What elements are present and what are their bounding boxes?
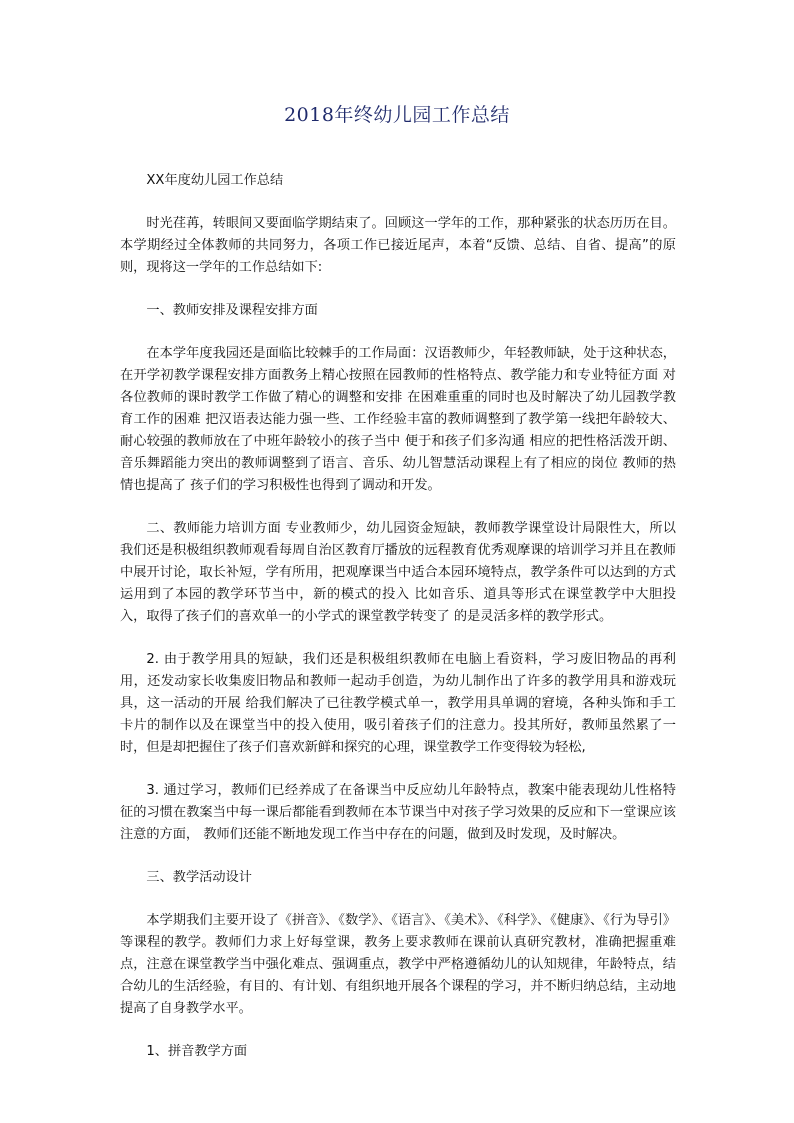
body-paragraph: 在本学年度我园还是面临比较棘手的工作局面：汉语教师少，年轻教师缺，处于这种状态，在开学初教学课程安排方面教务上精心按照在园教师的性格特点、教学能力和专业特征方面 对各位教师的课时教学工作做了精心的调整和安排 在困难重重的同时也及时解决了幼儿园教学教育工作的困难 把汉语表达能力强一些、工作经验丰富的教师调整到了教学第一线把年龄较大、耐心较强的教师放在了中班年龄较小的孩子当中 便于和孩子们多沟通 相应的把性格活泼开朗、音乐舞蹈能力突出的教师调整到了语言、音乐、幼儿智慧活动课程上有了相应的岗位 教师的热情也提高了 孩子们的学习积极性也得到了调动和开发。 — [120, 346, 676, 493]
section-heading-3: 三、教学活动设计 — [146, 870, 252, 885]
numbered-paragraph-2: 2. 由于教学用具的短缺，我们还是积极组织教师在电脑上看资料，学习废旧物品的再利用，还发动家长收集废旧物品和教师一起动手创造，为幼儿制作出了许多的教学用具和游戏玩具，这一活动的开展 给我们解决了已往教学模式单一，教学用具单调的窘境，各种头饰和手工卡片的制作以及在课堂当中的投入使用，吸引着孩子们的注意力。投其所好，教师虽然累了一时，但是却把握住了孩子们喜欢新鲜和探究的心理，课堂教学工作变得较为轻松, — [120, 652, 676, 755]
document-title: 2018年终幼儿园工作总结 — [284, 104, 510, 126]
subsection-heading: 1、拼音教学方面 — [146, 1044, 248, 1059]
document-body — [120, 170, 676, 1063]
section-heading-1: 一、教师安排及课程安排方面 — [146, 303, 318, 318]
section-heading-2-paragraph: 二、教师能力培训方面 专业教师少，幼儿园资金短缺，教师教学课堂设计局限性大，所以我们还是积极组织教师观看每周自治区教育厅播放的远程教育优秀观摩课的培训学习并且在教师中展开讨论，取长补短，学有所用，把观摩课当中适合本园环境特点，教学条件可以达到的方式运用到了本园的教学环节当中，新的模式的投入 比如音乐、道具等形式在课堂教学中大胆投入，取得了孩子们的喜欢单一的小学式的课堂教学转变了 的是灵活多样的教学形式。 — [120, 521, 676, 624]
intro-paragraph: 时光荏苒，转眼间又要面临学期结束了。回顾这一学年的工作，那种紧张的状态历历在目。本学期经过全体教师的共同努力，各项工作已接近尾声，本着“反馈、总结、自省、提高”的原则，现将这一学年的工作总结如下: — [120, 216, 676, 275]
subtitle-paragraph: XX年度幼儿园工作总结 — [146, 173, 284, 188]
numbered-paragraph-3: 3. 通过学习，教师们已经养成了在备课当中反应幼儿年龄特点，教案中能表现幼儿性格特征的习惯在教案当中每一课后都能看到教师在本节课当中对孩子学习效果的反应和下一堂课应该注意的方面， 教师们还能不断地发现工作当中存在的问题，做到及时发现，及时解决。 — [120, 783, 676, 842]
body-paragraph: 本学期我们主要开设了《拼音》、《数学》、《语言》、《美术》、《科学》、《健康》、《行为导引》等课程的教学。教师们力求上好每堂课，教务上要求教师在课前认真研究教材，准确把握重难点，注意在课堂教学当中强化难点、强调重点，教学中严格遵循幼儿的认知规律，年龄特点，结合幼儿的生活经验，有目的、有计划、有组织地开展各个课程的学习，并不断归纳总结，主动地提高了自身教学水平。 — [120, 913, 676, 1016]
